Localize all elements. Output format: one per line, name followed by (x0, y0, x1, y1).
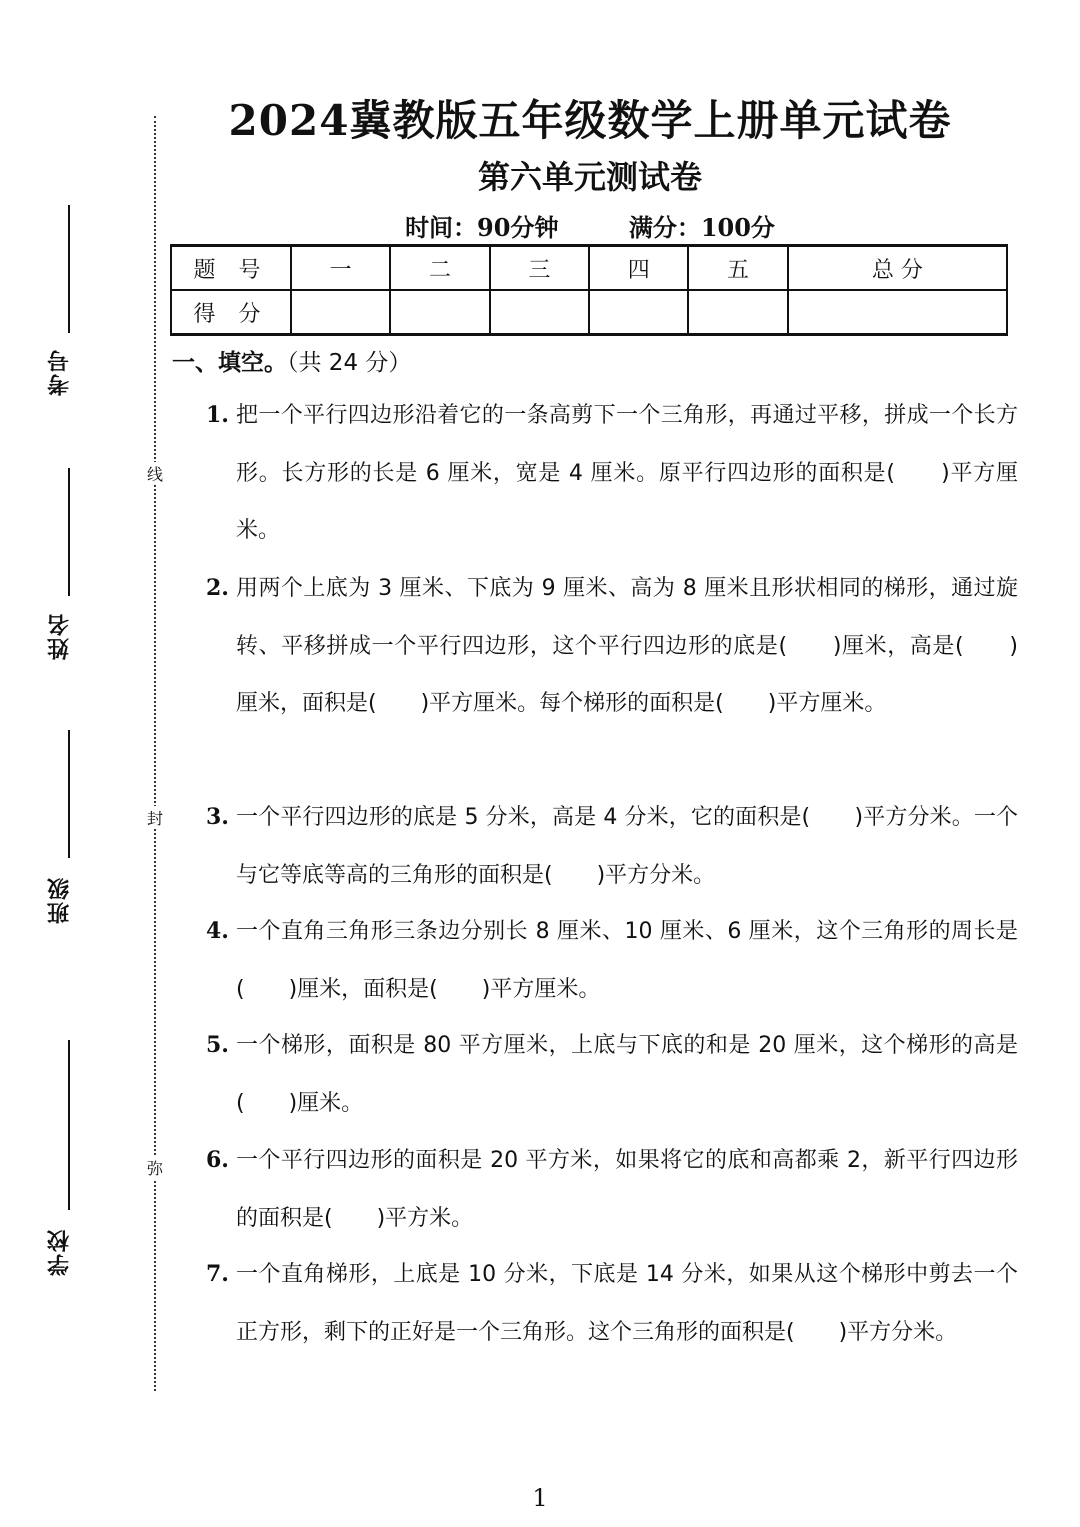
score-header-cell: 题 号 (171, 246, 291, 291)
seal-char-close: 弥 (145, 1156, 165, 1179)
page-subtitle: 第六单元测试卷 (477, 158, 702, 196)
class-label: 班级 (47, 876, 73, 924)
page-title: 2024冀教版五年级数学上册单元试卷 (228, 96, 952, 145)
score-cell[interactable] (788, 290, 1007, 335)
question-number: 4. (206, 918, 229, 944)
question-item (206, 789, 1018, 904)
school-line (68, 1040, 70, 1210)
question-number: 1. (206, 402, 229, 428)
exam-no-line (68, 205, 70, 333)
question-item (206, 387, 1018, 560)
seal-dotted-line (154, 116, 156, 1391)
exam-meta (170, 208, 1010, 243)
score-header-cell: 四 (589, 246, 688, 291)
class-line (68, 730, 70, 858)
score-header-cell: 一 (291, 246, 390, 291)
score-table-header-row (171, 246, 1007, 291)
question-item (206, 1132, 1018, 1247)
score-cell[interactable] (688, 290, 787, 335)
score-table (170, 244, 1008, 336)
question-number: 6. (206, 1147, 229, 1173)
question-item (206, 560, 1018, 733)
section-points: （共 24 分） (287, 350, 412, 376)
score-header-cell: 五 (688, 246, 787, 291)
exam-no-label: 考号 (47, 348, 73, 396)
question-text: 一个直角梯形，上底是 10 分米，下底是 14 分米，如果从这个梯形中剪去一个正方形，剩下的正好是一个三角形。这个三角形的面积是( )平方分米。 (236, 1262, 1018, 1345)
score-cell[interactable] (589, 290, 688, 335)
question-number: 7. (206, 1261, 229, 1287)
name-label: 姓名 (47, 612, 73, 660)
score-header-cell: 二 (390, 246, 489, 291)
question-number: 2. (206, 575, 229, 601)
time-label: 时间：90分钟 (405, 213, 559, 242)
score-cell[interactable] (390, 290, 489, 335)
question-text: 用两个上底为 3 厘米、下底为 9 厘米、高为 8 厘米且形状相同的梯形，通过旋转、平移拼成一个平行四边形，这个平行四边形的底是( )厘米，高是( )厘米，面积是( )平方厘米。每个梯形的面积是( )平方厘米。 (236, 576, 1018, 716)
question-text: 一个梯形，面积是 80 平方厘米，上底与下底的和是 20 厘米，这个梯形的高是( )厘米。 (236, 1033, 1018, 1116)
question-item (206, 903, 1018, 1018)
score-header-cell: 三 (490, 246, 589, 291)
full-score-label: 满分：100分 (628, 213, 775, 242)
question-number: 5. (206, 1032, 229, 1058)
school-label: 学校 (47, 1228, 73, 1276)
question-text: 把一个平行四边形沿着它的一条高剪下一个三角形，再通过平移，拼成一个长方形。长方形的长是 6 厘米，宽是 4 厘米。原平行四边形的面积是( )平方厘米。 (236, 403, 1018, 543)
question-text: 一个平行四边形的面积是 20 平方米，如果将它的底和高都乘 2，新平行四边形的面积是( )平方米。 (236, 1148, 1018, 1231)
question-item (206, 1017, 1018, 1132)
section-title: 一、填空。 (172, 350, 287, 376)
score-table-score-row (171, 290, 1007, 335)
score-header-cell: 总 分 (788, 246, 1007, 291)
question-item (206, 1246, 1018, 1361)
section-heading (172, 344, 411, 377)
question-text: 一个直角三角形三条边分别长 8 厘米、10 厘米、6 厘米，这个三角形的周长是( )厘米，面积是( )平方厘米。 (236, 919, 1018, 1002)
question-text: 一个平行四边形的底是 5 分米，高是 4 分米，它的面积是( )平方分米。一个与它等底等高的三角形的面积是( )平方分米。 (236, 805, 1018, 888)
score-cell[interactable] (291, 290, 390, 335)
score-cell[interactable] (490, 290, 589, 335)
seal-char-seal: 封 (145, 806, 165, 829)
page-number: 1 (532, 1484, 548, 1512)
seal-char-line: 线 (145, 462, 165, 485)
question-number: 3. (206, 804, 229, 830)
name-line (68, 468, 70, 596)
score-row-label: 得 分 (171, 290, 291, 335)
